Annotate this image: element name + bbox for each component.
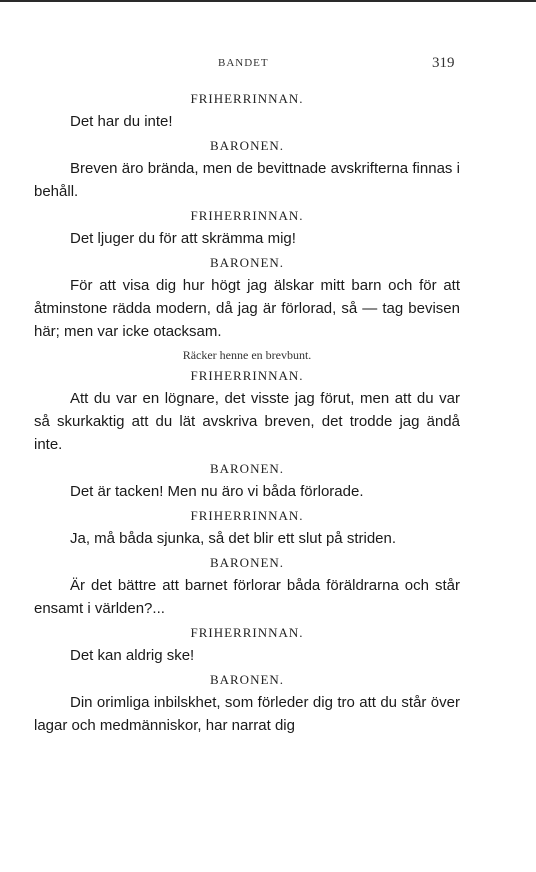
speaker-name: FRIHERRINNAN. xyxy=(190,508,304,523)
speech-line: Det ljuger du för att skrämma mig! xyxy=(70,230,296,247)
speaker-name: FRIHERRINNAN. xyxy=(190,208,304,223)
speaker-name: BARONEN. xyxy=(209,672,285,687)
play-text xyxy=(34,88,460,739)
speaker-name: FRIHERRINNAN. xyxy=(190,368,304,383)
speech-line: Breven äro brända, men de bevittnade avskrifterna finnas i behåll. xyxy=(34,160,460,200)
running-title: BANDET xyxy=(218,57,269,69)
speech-line: Ja, må båda sjunka, så det blir ett slut på striden. xyxy=(70,530,397,547)
page-top-rule xyxy=(0,0,536,2)
speech-line: Att du var en lögnare, det visste jag förut, men att du var så skurkaktig att du lät avskriva breven, det trodde jag ändå inte. xyxy=(34,390,460,453)
speech-line: Det är tacken! Men nu äro vi båda förlorade. xyxy=(70,483,364,500)
speaker-name: BARONEN. xyxy=(209,138,285,153)
page-number: 319 xyxy=(432,55,455,71)
speaker-name: FRIHERRINNAN. xyxy=(190,625,304,640)
speech-line: Är det bättre att barnet förlorar båda föräldrarna och står ensamt i världen?... xyxy=(34,577,460,617)
speaker-name: BARONEN. xyxy=(209,555,285,570)
speech-line: För att visa dig hur högt jag älskar mitt barn och för att åtminstone rädda modern, då jag är förlorad, så — tag bevisen här; men var icke otacksam. xyxy=(34,277,460,340)
speech-line: Det har du inte! xyxy=(70,113,173,130)
speaker-name: BARONEN. xyxy=(209,461,285,476)
speech-line: Din orimliga inbilskhet, som förleder dig tro att du står över lagar och medmänniskor, har narrat dig xyxy=(34,694,460,734)
speech-line: Det kan aldrig ske! xyxy=(70,647,195,664)
stage-direction: Räcker henne en brevbunt. xyxy=(182,348,312,362)
running-header xyxy=(0,55,536,75)
speaker-name: BARONEN. xyxy=(209,255,285,270)
speaker-name: FRIHERRINNAN. xyxy=(190,91,304,106)
